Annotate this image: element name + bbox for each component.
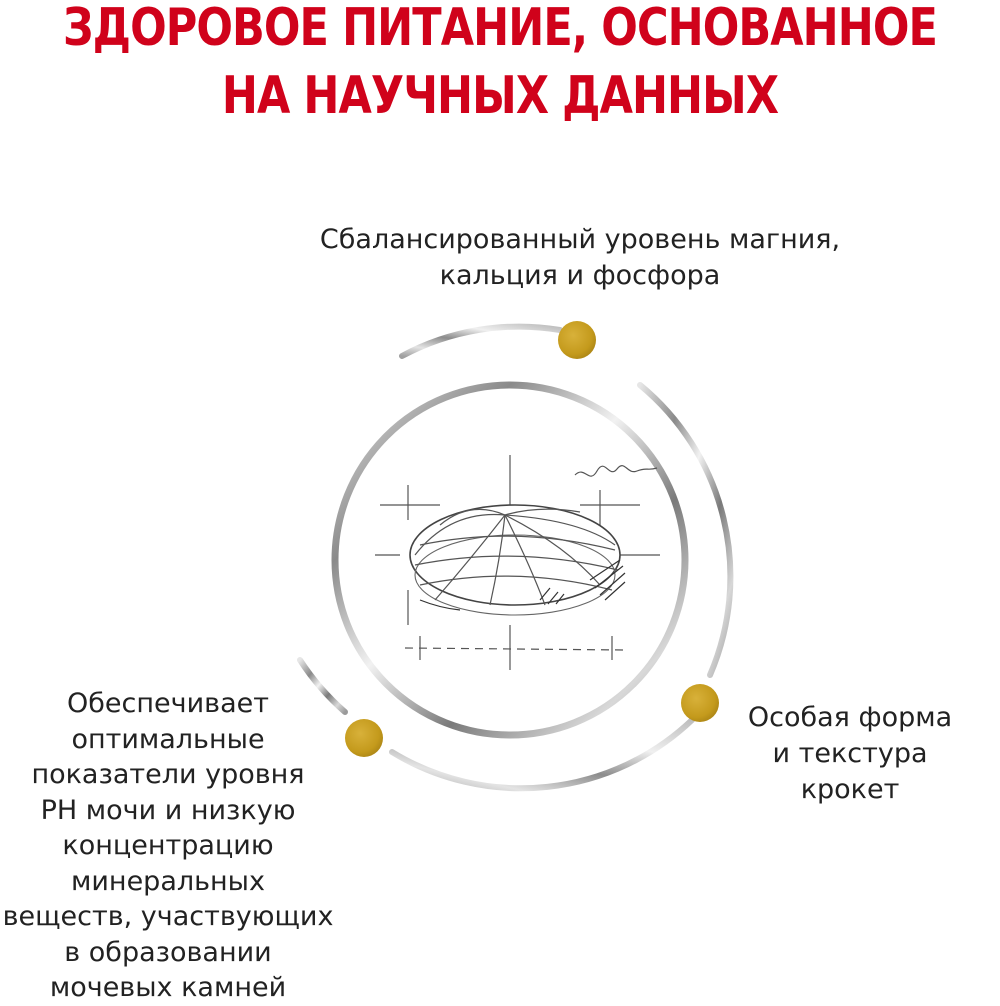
benefit-line: крокет	[800, 774, 900, 805]
benefit-line: и текстура	[772, 738, 928, 769]
gold-dot-icon	[558, 321, 596, 359]
headline-line-1: ЗДОРОВОЕ ПИТАНИЕ, ОСНОВАННОЕ	[63, 0, 937, 58]
benefit-urine-ph	[0, 686, 336, 1006]
benefit-kibble-shape	[730, 700, 970, 808]
benefit-line: мочевых камней	[49, 972, 287, 1003]
benefit-line: показатели уровня	[31, 759, 305, 790]
benefit-line: Обеспечивает	[67, 688, 269, 719]
benefit-line: Особая форма	[747, 702, 953, 733]
benefit-line: концентрацию	[62, 830, 274, 861]
benefit-line: в образовании	[64, 936, 272, 968]
benefit-line: минеральных	[71, 865, 265, 897]
headline-line-2: НА НАУЧНЫХ ДАННЫХ	[221, 66, 779, 126]
benefit-line: кальция и фосфора	[439, 260, 721, 291]
benefit-minerals	[270, 222, 890, 294]
gold-dot-icon	[345, 719, 383, 757]
benefit-line: оптимальные	[71, 723, 265, 755]
gold-dot-icon	[681, 684, 719, 722]
outer-arc-upper	[402, 327, 560, 356]
benefit-line: PH мочи и низкую	[40, 794, 296, 826]
inner-ring	[335, 385, 685, 735]
benefit-line: веществ, участвующих	[2, 901, 334, 932]
kibble-sketch-icon	[375, 455, 660, 670]
benefit-line: Сбалансированный уровень магния,	[319, 224, 841, 255]
